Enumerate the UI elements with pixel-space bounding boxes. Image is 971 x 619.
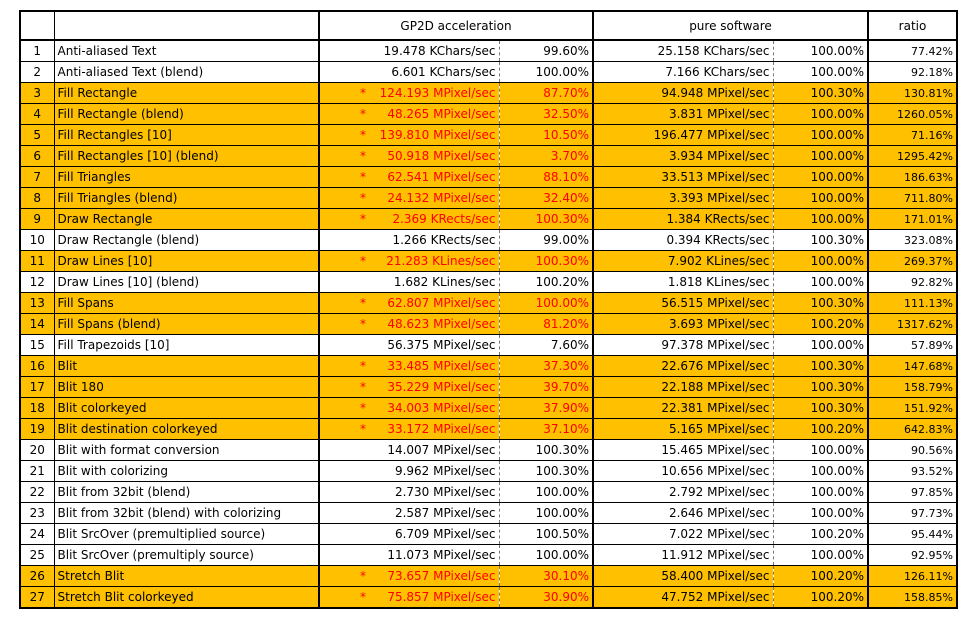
gp2d-value (319, 587, 499, 609)
row-number: 21 (20, 461, 54, 482)
gp2d-percent: 39.70% (499, 377, 593, 398)
gp2d-percent: 30.10% (499, 566, 593, 587)
table-row (20, 482, 957, 503)
ratio-value: 147.68% (868, 356, 957, 377)
test-name: Blit with format conversion (54, 440, 319, 461)
software-value: 3.693 MPixel/sec (593, 314, 773, 335)
software-value: 3.393 MPixel/sec (593, 188, 773, 209)
gp2d-percent: 7.60% (499, 335, 593, 356)
accelerated-marker: * (360, 212, 366, 226)
table-row (20, 566, 957, 587)
gp2d-percent: 100.50% (499, 524, 593, 545)
accelerated-marker: * (360, 590, 366, 604)
header-name-cell (54, 11, 319, 40)
header-ratio: ratio (868, 11, 957, 40)
software-value: 5.165 MPixel/sec (593, 419, 773, 440)
ratio-value: 92.18% (868, 62, 957, 83)
ratio-value: 158.85% (868, 587, 957, 609)
ratio-value: 92.95% (868, 545, 957, 566)
test-name: Fill Rectangle (54, 83, 319, 104)
test-name: Fill Triangles (blend) (54, 188, 319, 209)
table-row (20, 188, 957, 209)
gp2d-percent: 100.00% (499, 293, 593, 314)
software-value: 94.948 MPixel/sec (593, 83, 773, 104)
software-percent: 100.20% (773, 566, 868, 587)
gp2d-value (319, 377, 499, 398)
software-value: 3.831 MPixel/sec (593, 104, 773, 125)
gp2d-value (319, 356, 499, 377)
gp2d-value (319, 167, 499, 188)
row-number: 26 (20, 566, 54, 587)
gp2d-percent: 3.70% (499, 146, 593, 167)
table-row (20, 335, 957, 356)
gp2d-value-text: 14.007 MPixel/sec (387, 443, 496, 457)
table-row (20, 146, 957, 167)
gp2d-percent: 100.20% (499, 272, 593, 293)
ratio-value: 95.44% (868, 524, 957, 545)
table-row (20, 461, 957, 482)
gp2d-value-text: 1.682 KLines/sec (393, 275, 496, 289)
row-number: 13 (20, 293, 54, 314)
software-value: 33.513 MPixel/sec (593, 167, 773, 188)
ratio-value: 1317.62% (868, 314, 957, 335)
test-name: Anti-aliased Text (54, 40, 319, 62)
software-percent: 100.20% (773, 314, 868, 335)
ratio-value: 130.81% (868, 83, 957, 104)
row-number: 20 (20, 440, 54, 461)
software-value: 196.477 MPixel/sec (593, 125, 773, 146)
accelerated-marker: * (360, 569, 366, 583)
gp2d-value-text: 34.003 MPixel/sec (387, 401, 496, 415)
software-percent: 100.00% (773, 461, 868, 482)
software-percent: 100.00% (773, 40, 868, 62)
gp2d-value (319, 293, 499, 314)
gp2d-value-text: 21.283 KLines/sec (386, 254, 496, 268)
gp2d-percent: 100.00% (499, 545, 593, 566)
table-row (20, 356, 957, 377)
row-number: 16 (20, 356, 54, 377)
gp2d-percent: 100.30% (499, 251, 593, 272)
table-row (20, 524, 957, 545)
row-number: 2 (20, 62, 54, 83)
test-name: Blit 180 (54, 377, 319, 398)
gp2d-percent: 30.90% (499, 587, 593, 609)
test-name: Draw Rectangle (54, 209, 319, 230)
software-percent: 100.00% (773, 503, 868, 524)
software-percent: 100.30% (773, 293, 868, 314)
software-percent: 100.30% (773, 356, 868, 377)
test-name: Draw Rectangle (blend) (54, 230, 319, 251)
gp2d-value-text: 139.810 MPixel/sec (379, 128, 496, 142)
test-name: Draw Lines [10] (blend) (54, 272, 319, 293)
ratio-value: 77.42% (868, 40, 957, 62)
software-percent: 100.30% (773, 83, 868, 104)
accelerated-marker: * (360, 359, 366, 373)
gp2d-value (319, 62, 499, 83)
software-value: 58.400 MPixel/sec (593, 566, 773, 587)
ratio-value: 171.01% (868, 209, 957, 230)
table-row (20, 314, 957, 335)
row-number: 3 (20, 83, 54, 104)
software-value: 10.656 MPixel/sec (593, 461, 773, 482)
test-name: Blit from 32bit (blend) with colorizing (54, 503, 319, 524)
gp2d-value-text: 124.193 MPixel/sec (379, 86, 496, 100)
row-number: 25 (20, 545, 54, 566)
ratio-value: 90.56% (868, 440, 957, 461)
software-percent: 100.00% (773, 167, 868, 188)
test-name: Blit SrcOver (premultiplied source) (54, 524, 319, 545)
software-percent: 100.20% (773, 524, 868, 545)
ratio-value: 642.83% (868, 419, 957, 440)
ratio-value: 151.92% (868, 398, 957, 419)
ratio-value: 269.37% (868, 251, 957, 272)
software-percent: 100.00% (773, 251, 868, 272)
gp2d-value-text: 35.229 MPixel/sec (387, 380, 496, 394)
table-row (20, 251, 957, 272)
software-value: 7.902 KLines/sec (593, 251, 773, 272)
software-value: 2.792 MPixel/sec (593, 482, 773, 503)
ratio-value: 1295.42% (868, 146, 957, 167)
ratio-value: 323.08% (868, 230, 957, 251)
gp2d-percent: 10.50% (499, 125, 593, 146)
ratio-value: 92.82% (868, 272, 957, 293)
software-value: 7.022 MPixel/sec (593, 524, 773, 545)
gp2d-value (319, 545, 499, 566)
gp2d-percent: 37.90% (499, 398, 593, 419)
gp2d-value (319, 503, 499, 524)
gp2d-percent: 87.70% (499, 83, 593, 104)
software-percent: 100.00% (773, 104, 868, 125)
row-number: 5 (20, 125, 54, 146)
row-number: 18 (20, 398, 54, 419)
gp2d-value (319, 251, 499, 272)
table-row (20, 104, 957, 125)
table-row (20, 40, 957, 62)
software-percent: 100.20% (773, 587, 868, 609)
ratio-value: 711.80% (868, 188, 957, 209)
row-number: 17 (20, 377, 54, 398)
gp2d-value (319, 461, 499, 482)
table-row (20, 293, 957, 314)
software-value: 1.384 KRects/sec (593, 209, 773, 230)
gp2d-percent: 100.30% (499, 440, 593, 461)
header-num-cell (20, 11, 54, 40)
table-row (20, 167, 957, 188)
row-number: 6 (20, 146, 54, 167)
test-name: Fill Rectangle (blend) (54, 104, 319, 125)
test-name: Blit from 32bit (blend) (54, 482, 319, 503)
software-value: 97.378 MPixel/sec (593, 335, 773, 356)
gp2d-value-text: 1.266 KRects/sec (392, 233, 496, 247)
gp2d-value-text: 48.265 MPixel/sec (387, 107, 496, 121)
test-name: Blit colorkeyed (54, 398, 319, 419)
ratio-value: 71.16% (868, 125, 957, 146)
gp2d-percent: 100.30% (499, 209, 593, 230)
ratio-value: 158.79% (868, 377, 957, 398)
software-percent: 100.00% (773, 209, 868, 230)
gp2d-percent: 99.60% (499, 40, 593, 62)
table-row (20, 230, 957, 251)
row-number: 14 (20, 314, 54, 335)
row-number: 11 (20, 251, 54, 272)
accelerated-marker: * (360, 191, 366, 205)
software-percent: 100.00% (773, 482, 868, 503)
gp2d-value (319, 524, 499, 545)
ratio-value: 111.13% (868, 293, 957, 314)
test-name: Blit (54, 356, 319, 377)
gp2d-percent: 37.30% (499, 356, 593, 377)
table-row (20, 587, 957, 609)
gp2d-percent: 100.00% (499, 503, 593, 524)
table-row (20, 272, 957, 293)
gp2d-value (319, 272, 499, 293)
ratio-value: 93.52% (868, 461, 957, 482)
gp2d-percent: 88.10% (499, 167, 593, 188)
table-row (20, 545, 957, 566)
gp2d-value-text: 9.962 MPixel/sec (394, 464, 496, 478)
software-percent: 100.00% (773, 125, 868, 146)
gp2d-value-text: 56.375 MPixel/sec (387, 338, 496, 352)
software-value: 0.394 KRects/sec (593, 230, 773, 251)
gp2d-percent: 32.40% (499, 188, 593, 209)
row-number: 4 (20, 104, 54, 125)
test-name: Fill Trapezoids [10] (54, 335, 319, 356)
row-number: 24 (20, 524, 54, 545)
test-name: Anti-aliased Text (blend) (54, 62, 319, 83)
test-name: Fill Triangles (54, 167, 319, 188)
software-value: 22.381 MPixel/sec (593, 398, 773, 419)
software-percent: 100.30% (773, 377, 868, 398)
gp2d-value (319, 566, 499, 587)
row-number: 9 (20, 209, 54, 230)
row-number: 10 (20, 230, 54, 251)
software-percent: 100.30% (773, 398, 868, 419)
ratio-value: 97.85% (868, 482, 957, 503)
software-percent: 100.00% (773, 440, 868, 461)
software-value: 15.465 MPixel/sec (593, 440, 773, 461)
gp2d-value (319, 230, 499, 251)
header-software: pure software (593, 11, 868, 40)
software-value: 25.158 KChars/sec (593, 40, 773, 62)
test-name: Fill Spans (blend) (54, 314, 319, 335)
row-number: 19 (20, 419, 54, 440)
gp2d-percent: 100.30% (499, 461, 593, 482)
ratio-value: 97.73% (868, 503, 957, 524)
test-name: Draw Lines [10] (54, 251, 319, 272)
software-value: 7.166 KChars/sec (593, 62, 773, 83)
software-percent: 100.00% (773, 62, 868, 83)
software-percent: 100.00% (773, 272, 868, 293)
gp2d-value-text: 6.709 MPixel/sec (394, 527, 496, 541)
accelerated-marker: * (360, 107, 366, 121)
software-value: 22.676 MPixel/sec (593, 356, 773, 377)
test-name: Stretch Blit colorkeyed (54, 587, 319, 609)
accelerated-marker: * (360, 149, 366, 163)
accelerated-marker: * (360, 380, 366, 394)
test-name: Fill Rectangles [10] (blend) (54, 146, 319, 167)
ratio-value: 1260.05% (868, 104, 957, 125)
software-percent: 100.20% (773, 419, 868, 440)
table-row (20, 503, 957, 524)
software-value: 56.515 MPixel/sec (593, 293, 773, 314)
gp2d-value-text: 2.587 MPixel/sec (394, 506, 496, 520)
gp2d-value (319, 398, 499, 419)
gp2d-value-text: 33.172 MPixel/sec (387, 422, 496, 436)
gp2d-value-text: 19.478 KChars/sec (383, 44, 496, 58)
gp2d-percent: 32.50% (499, 104, 593, 125)
table-row (20, 419, 957, 440)
accelerated-marker: * (360, 422, 366, 436)
gp2d-value (319, 440, 499, 461)
table-row (20, 125, 957, 146)
test-name: Blit SrcOver (premultiply source) (54, 545, 319, 566)
header-gp2d: GP2D acceleration (319, 11, 593, 40)
row-number: 1 (20, 40, 54, 62)
gp2d-percent: 100.00% (499, 482, 593, 503)
gp2d-value (319, 146, 499, 167)
table-row (20, 398, 957, 419)
gp2d-value-text: 50.918 MPixel/sec (387, 149, 496, 163)
gp2d-value-text: 6.601 KChars/sec (391, 65, 496, 79)
gp2d-value-text: 62.807 MPixel/sec (387, 296, 496, 310)
gp2d-value-text: 62.541 MPixel/sec (387, 170, 496, 184)
gp2d-value (319, 188, 499, 209)
row-number: 27 (20, 587, 54, 609)
ratio-value: 186.63% (868, 167, 957, 188)
software-percent: 100.00% (773, 188, 868, 209)
software-percent: 100.30% (773, 230, 868, 251)
row-number: 7 (20, 167, 54, 188)
accelerated-marker: * (360, 128, 366, 142)
software-percent: 100.00% (773, 545, 868, 566)
table-row (20, 62, 957, 83)
software-value: 47.752 MPixel/sec (593, 587, 773, 609)
gp2d-value (319, 209, 499, 230)
gp2d-value (319, 314, 499, 335)
table-row (20, 209, 957, 230)
gp2d-percent: 37.10% (499, 419, 593, 440)
gp2d-value (319, 335, 499, 356)
ratio-value: 57.89% (868, 335, 957, 356)
gp2d-value (319, 125, 499, 146)
row-number: 22 (20, 482, 54, 503)
gp2d-value-text: 2.369 KRects/sec (392, 212, 496, 226)
gp2d-value (319, 104, 499, 125)
test-name: Blit destination colorkeyed (54, 419, 319, 440)
gp2d-percent: 99.00% (499, 230, 593, 251)
gp2d-value (319, 419, 499, 440)
gp2d-value-text: 48.623 MPixel/sec (387, 317, 496, 331)
gp2d-value-text: 73.657 MPixel/sec (387, 569, 496, 583)
row-number: 23 (20, 503, 54, 524)
accelerated-marker: * (360, 296, 366, 310)
row-number: 15 (20, 335, 54, 356)
software-value: 3.934 MPixel/sec (593, 146, 773, 167)
gp2d-value-text: 2.730 MPixel/sec (394, 485, 496, 499)
software-value: 2.646 MPixel/sec (593, 503, 773, 524)
test-name: Blit with colorizing (54, 461, 319, 482)
gp2d-percent: 100.00% (499, 62, 593, 83)
row-number: 12 (20, 272, 54, 293)
table-row (20, 83, 957, 104)
gp2d-value-text: 11.073 MPixel/sec (387, 548, 496, 562)
software-value: 11.912 MPixel/sec (593, 545, 773, 566)
software-value: 1.818 KLines/sec (593, 272, 773, 293)
benchmark-table (19, 10, 958, 609)
accelerated-marker: * (360, 254, 366, 268)
gp2d-value-text: 24.132 MPixel/sec (387, 191, 496, 205)
gp2d-percent: 81.20% (499, 314, 593, 335)
gp2d-value-text: 33.485 MPixel/sec (387, 359, 496, 373)
header-row (20, 11, 957, 40)
accelerated-marker: * (360, 86, 366, 100)
ratio-value: 126.11% (868, 566, 957, 587)
software-percent: 100.00% (773, 146, 868, 167)
software-percent: 100.00% (773, 335, 868, 356)
test-name: Stretch Blit (54, 566, 319, 587)
accelerated-marker: * (360, 170, 366, 184)
gp2d-value (319, 40, 499, 62)
software-value: 22.188 MPixel/sec (593, 377, 773, 398)
table-row (20, 440, 957, 461)
accelerated-marker: * (360, 317, 366, 331)
row-number: 8 (20, 188, 54, 209)
gp2d-value (319, 482, 499, 503)
test-name: Fill Spans (54, 293, 319, 314)
gp2d-value (319, 83, 499, 104)
test-name: Fill Rectangles [10] (54, 125, 319, 146)
accelerated-marker: * (360, 401, 366, 415)
gp2d-value-text: 75.857 MPixel/sec (387, 590, 496, 604)
table-row (20, 377, 957, 398)
